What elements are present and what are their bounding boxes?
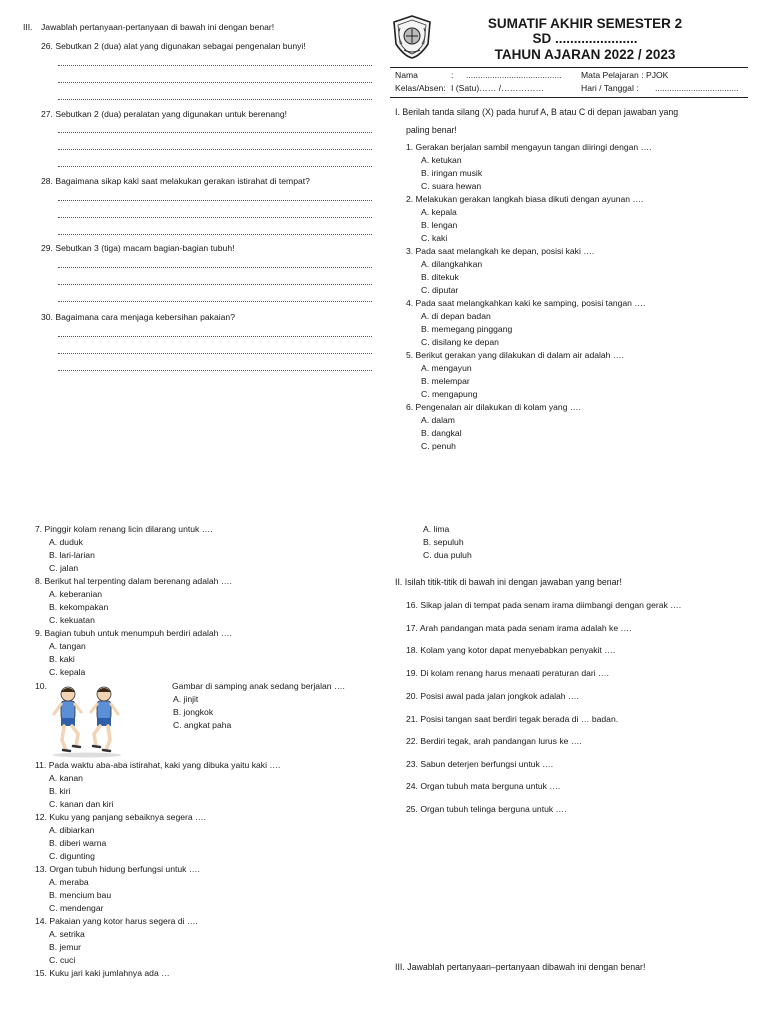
- option-5a[interactable]: A. mengayun: [421, 363, 472, 373]
- option-5c[interactable]: C. mengapung: [421, 389, 478, 399]
- option-6b[interactable]: B. dangkal: [421, 428, 462, 438]
- option-8a[interactable]: A. keberanian: [49, 589, 103, 599]
- answer-line[interactable]: [58, 166, 372, 167]
- essay-heading-number: III.: [23, 22, 33, 32]
- option-11c[interactable]: C. kanan dan kiri: [49, 799, 114, 809]
- option-6c[interactable]: C. penuh: [421, 441, 456, 451]
- answer-line[interactable]: [58, 284, 372, 285]
- question-27: 27. Sebutkan 2 (dua) peralatan yang digunakan untuk berenang!: [41, 109, 288, 119]
- question-20: 20. Posisi awal pada jalan jongkok adalah ….: [406, 691, 579, 701]
- option-2a[interactable]: A. kepala: [421, 207, 457, 217]
- answer-line[interactable]: [58, 234, 372, 235]
- question-19: 19. Di kolam renang harus menaati peraturan dari ….: [406, 668, 610, 678]
- question-21: 21. Posisi tangan saat berdiri tegak berada di … badan.: [406, 714, 619, 724]
- answer-line[interactable]: [58, 370, 372, 371]
- question-4: 4. Pada saat melangkahkan kaki ke samping, posisi tangan ….: [406, 298, 646, 308]
- option-14c[interactable]: C. cuci: [49, 955, 76, 965]
- header-title-line3: TAHUN AJARAN 2022 / 2023: [494, 47, 676, 62]
- option-14a[interactable]: A. setrika: [49, 929, 85, 939]
- question-24: 24. Organ tubuh mata berguna untuk ….: [406, 781, 561, 791]
- essay-heading: Jawablah pertanyaan-pertanyaan di bawah ini dengan benar!: [41, 22, 275, 32]
- option-9c[interactable]: C. kepala: [49, 667, 86, 677]
- header-rule-top: [390, 67, 748, 68]
- header-title-line1: SUMATIF AKHIR SEMESTER 2: [487, 16, 683, 31]
- answer-line[interactable]: [58, 132, 372, 133]
- question-30: 30. Bagaimana cara menjaga kebersihan pakaian?: [41, 312, 235, 322]
- answer-line[interactable]: [58, 301, 372, 302]
- answer-line[interactable]: [58, 149, 372, 150]
- option-2b[interactable]: B. lengan: [421, 220, 458, 230]
- option-8c[interactable]: C. kekuatan: [49, 615, 95, 625]
- nama-field[interactable]: ........................................: [466, 70, 562, 80]
- option-15c[interactable]: C. dua puluh: [423, 550, 472, 560]
- question-23: 23. Sabun deterjen berfungsi untuk ….: [406, 759, 554, 769]
- children-walking-illustration: [48, 684, 126, 758]
- question-10-number: 10.: [35, 681, 47, 691]
- nama-label: Nama: [395, 70, 418, 80]
- option-1c[interactable]: C. suara hewan: [421, 181, 482, 191]
- nama-colon: :: [451, 70, 454, 80]
- school-emblem-icon: [390, 14, 434, 60]
- option-10a[interactable]: A. jinjit: [173, 694, 199, 704]
- question-10: Gambar di samping anak sedang berjalan ….: [172, 681, 345, 691]
- option-2c[interactable]: C. kaki: [421, 233, 448, 243]
- question-6: 6. Pengenalan air dilakukan di kolam yang ….: [406, 402, 581, 412]
- option-12a[interactable]: A. dibiarkan: [49, 825, 95, 835]
- option-1a[interactable]: A. ketukan: [421, 155, 462, 165]
- question-11: 11. Pada waktu aba-aba istirahat, kaki yang dibuka yaitu kaki ….: [35, 760, 281, 770]
- header-rule-bottom: [390, 97, 748, 98]
- question-17: 17. Arah pandangan mata pada senam irama adalah ke ….: [406, 623, 632, 633]
- option-3c[interactable]: C. diputar: [421, 285, 459, 295]
- hari-field[interactable]: ...................................: [655, 83, 739, 93]
- question-2: 2. Melakukan gerakan langkah biasa dikuti dengan ayunan ….: [406, 194, 644, 204]
- question-22: 22. Berdiri tegak, arah pandangan lurus ke ….: [406, 736, 582, 746]
- option-6a[interactable]: A. dalam: [421, 415, 455, 425]
- option-15b[interactable]: B. sepuluh: [423, 537, 464, 547]
- question-12: 12. Kuku yang panjang sebaiknya segera ….: [35, 812, 207, 822]
- option-11a[interactable]: A. kanan: [49, 773, 83, 783]
- kelas-label: Kelas/Absen:: [395, 83, 446, 93]
- answer-line[interactable]: [58, 267, 372, 268]
- answer-line[interactable]: [58, 99, 372, 100]
- question-25: 25. Organ tubuh telinga berguna untuk ….: [406, 804, 567, 814]
- answer-line[interactable]: [58, 200, 372, 201]
- option-1b[interactable]: B. iringan musik: [421, 168, 483, 178]
- answer-line[interactable]: [58, 217, 372, 218]
- hari-label: Hari / Tanggal :: [581, 83, 639, 93]
- section-2-heading: II. Isilah titik-titik di bawah ini dengan jawaban yang benar!: [395, 577, 622, 587]
- option-15a[interactable]: A. lima: [423, 524, 450, 534]
- option-4c[interactable]: C. disilang ke depan: [421, 337, 499, 347]
- section-3-heading: III. Jawablah pertanyaan–pertanyaan dibawah ini dengan benar!: [395, 962, 646, 972]
- answer-line[interactable]: [58, 65, 372, 66]
- question-1: 1. Gerakan berjalan sambil mengayun tangan diiringi dengan ….: [406, 142, 652, 152]
- option-13c[interactable]: C. mendengar: [49, 903, 104, 913]
- option-8b[interactable]: B. kekompakan: [49, 602, 109, 612]
- option-3a[interactable]: A. dilangkahkan: [421, 259, 483, 269]
- option-3b[interactable]: B. ditekuk: [421, 272, 459, 282]
- question-7: 7. Pinggir kolam renang licin dilarang untuk ….: [35, 524, 213, 534]
- answer-line[interactable]: [58, 353, 372, 354]
- option-10c[interactable]: C. angkat paha: [173, 720, 232, 730]
- option-7b[interactable]: B. lari-larian: [49, 550, 95, 560]
- section-1-heading: I. Berilah tanda silang (X) pada huruf A, B atau C di depan jawaban yang: [395, 107, 679, 117]
- question-8: 8. Berikut hal terpenting dalam berenang adalah ….: [35, 576, 232, 586]
- question-28: 28. Bagaimana sikap kaki saat melakukan gerakan istirahat di tempat?: [41, 176, 310, 186]
- option-10b[interactable]: B. jongkok: [173, 707, 214, 717]
- question-29: 29. Sebutkan 3 (tiga) macam bagian-bagian tubuh!: [41, 243, 235, 253]
- question-3: 3. Pada saat melangkah ke depan, posisi kaki ….: [406, 246, 595, 256]
- option-4a[interactable]: A. di depan badan: [421, 311, 491, 321]
- option-5b[interactable]: B. melempar: [421, 376, 470, 386]
- answer-line[interactable]: [58, 82, 372, 83]
- option-9a[interactable]: A. tangan: [49, 641, 86, 651]
- option-12c[interactable]: C. digunting: [49, 851, 95, 861]
- question-9: 9. Bagian tubuh untuk menumpuh berdiri adalah ….: [35, 628, 232, 638]
- question-13: 13. Organ tubuh hidung berfungsi untuk ….: [35, 864, 200, 874]
- option-4b[interactable]: B. memegang pinggang: [421, 324, 513, 334]
- question-16: 16. Sikap jalan di tempat pada senam irama diimbangi dengan gerak ….: [406, 600, 682, 610]
- option-7c[interactable]: C. jalan: [49, 563, 79, 573]
- header-title-line2: SD ......................: [532, 31, 638, 46]
- option-7a[interactable]: A. duduk: [49, 537, 83, 547]
- option-12b[interactable]: B. diberi warna: [49, 838, 107, 848]
- mata-pelajaran: Mata Pelajaran : PJOK: [581, 70, 669, 80]
- answer-line[interactable]: [58, 336, 372, 337]
- option-14b[interactable]: B. jemur: [49, 942, 81, 952]
- option-13b[interactable]: B. mencium bau: [49, 890, 112, 900]
- option-13a[interactable]: A. meraba: [49, 877, 89, 887]
- question-18: 18. Kolam yang kotor dapat menyebabkan penyakit ….: [406, 645, 616, 655]
- kelas-field[interactable]: I (Satu)…… /……………: [451, 83, 545, 93]
- option-9b[interactable]: B. kaki: [49, 654, 75, 664]
- section-1-heading-cont: paling benar!: [406, 125, 457, 135]
- question-26: 26. Sebutkan 2 (dua) alat yang digunakan sebagai pengenalan bunyi!: [41, 41, 306, 51]
- option-11b[interactable]: B. kiri: [49, 786, 71, 796]
- question-5: 5. Berikut gerakan yang dilakukan di dalam air adalah ….: [406, 350, 624, 360]
- question-14: 14. Pakaian yang kotor harus segera di ….: [35, 916, 198, 926]
- question-15: 15. Kuku jari kaki jumlahnya ada …: [35, 968, 170, 978]
